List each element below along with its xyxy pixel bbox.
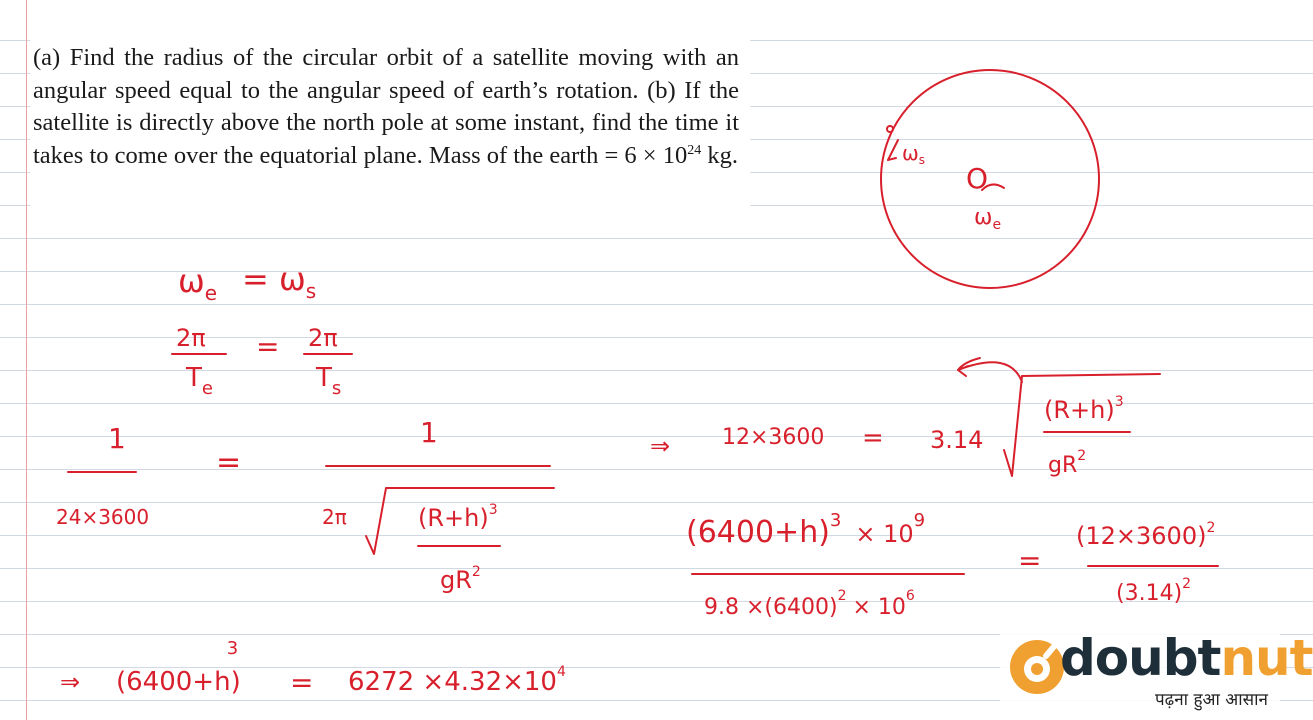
eq3-sqrt-num: $(R+h)^3$	[418, 502, 498, 532]
brand-part1: doubt	[1060, 629, 1221, 687]
eq5-den: $9.8 \times(6400)^2 \times 10^6$	[704, 588, 915, 620]
eq5-rhs-den: $(3.14)^2$	[1116, 576, 1192, 606]
eq3-den-right-pre: 2π	[322, 505, 347, 529]
brand-tagline: पढ़ना हुआ आसान	[1155, 690, 1268, 710]
problem-statement	[33, 42, 739, 172]
eq2-equals: =	[256, 330, 280, 363]
eq5-num: $(6400+h)^3$ $_{\times 10}^9$	[686, 510, 926, 550]
satellite-omega-label: $\omega_s$	[902, 141, 926, 167]
notebook-margin-line	[26, 0, 27, 720]
eq3-num-right: 1	[420, 416, 438, 449]
eq3-num-left: 1	[108, 422, 126, 455]
eq2-den-right: $T_s$	[316, 363, 342, 399]
problem-exponent: 24	[687, 142, 702, 158]
equation-final-step	[60, 638, 566, 699]
eq3-sqrt-sign	[366, 488, 554, 554]
eq6-left: (6400+h)3	[116, 638, 241, 697]
eq4-sqrt-num: $(R+h)^3$	[1044, 394, 1124, 424]
eq4-arrow: ⇒	[650, 432, 671, 460]
eq5-rhs-num: $(12\times 3600)^2$	[1076, 520, 1216, 550]
equation-omega-equal	[178, 260, 316, 305]
equation-period-equal	[172, 324, 352, 399]
problem-unit: kg.	[701, 141, 738, 169]
eq4-curly-arrow-head	[958, 358, 980, 376]
equation-period-expression	[56, 416, 554, 594]
orbit-circle	[881, 70, 1099, 288]
earth-omega-label: $\omega_e$	[974, 205, 1002, 233]
eq1-left: $\omega_e$	[178, 262, 218, 305]
problem-text: (a) Find the radius of the circular orbit of a satellite moving with an angular speed equal to the angular speed of earth’s rotation. (b) If the satellite is directly above the north pole at some instant, find the time it takes to come over the equatorial plane. Mass of the earth = 6 × 10	[33, 44, 739, 169]
eq2-num-left: 2π	[176, 324, 206, 352]
equation-squared-form	[686, 510, 1218, 620]
eq3-equals: =	[216, 445, 242, 480]
eq5-equals: =	[1018, 544, 1042, 577]
eq6-arrow: ⇒	[60, 668, 81, 696]
eq2-den-left: $T_e$	[186, 363, 213, 399]
eq6-equals: =	[290, 666, 314, 699]
doubtnut-wordmark	[1060, 630, 1313, 686]
eq4-coef: 3.14	[930, 426, 984, 454]
satellite-velocity-arrow	[888, 140, 898, 160]
eq4-left: 12×3600	[722, 425, 825, 450]
earth-center-label: O	[966, 162, 989, 195]
doubtnut-logo-icon	[1006, 636, 1068, 698]
orbit-diagram	[881, 70, 1099, 288]
eq3-sqrt-den: $gR^2$	[440, 564, 481, 594]
eq4-curly-arrow	[958, 362, 1022, 382]
eq3-den-left: 24×3600	[56, 505, 150, 529]
eq4-sqrt-den: $gR^2$	[1048, 448, 1087, 478]
eq1-right: = $\omega_s$	[242, 260, 317, 303]
earth-rotation-arrow	[982, 184, 1004, 190]
eq4-sqrt-sign	[1004, 374, 1160, 476]
problem-statement-box	[30, 38, 750, 238]
satellite-dot	[887, 126, 893, 132]
doubtnut-watermark	[1000, 620, 1313, 720]
equation-half-period	[650, 358, 1160, 478]
brand-part2: nut	[1220, 629, 1313, 687]
eq6-right: $6272 \times 4.32\times 10^4$	[348, 664, 566, 697]
eq2-num-right: 2π	[308, 324, 338, 352]
eq4-equals: =	[862, 423, 884, 453]
